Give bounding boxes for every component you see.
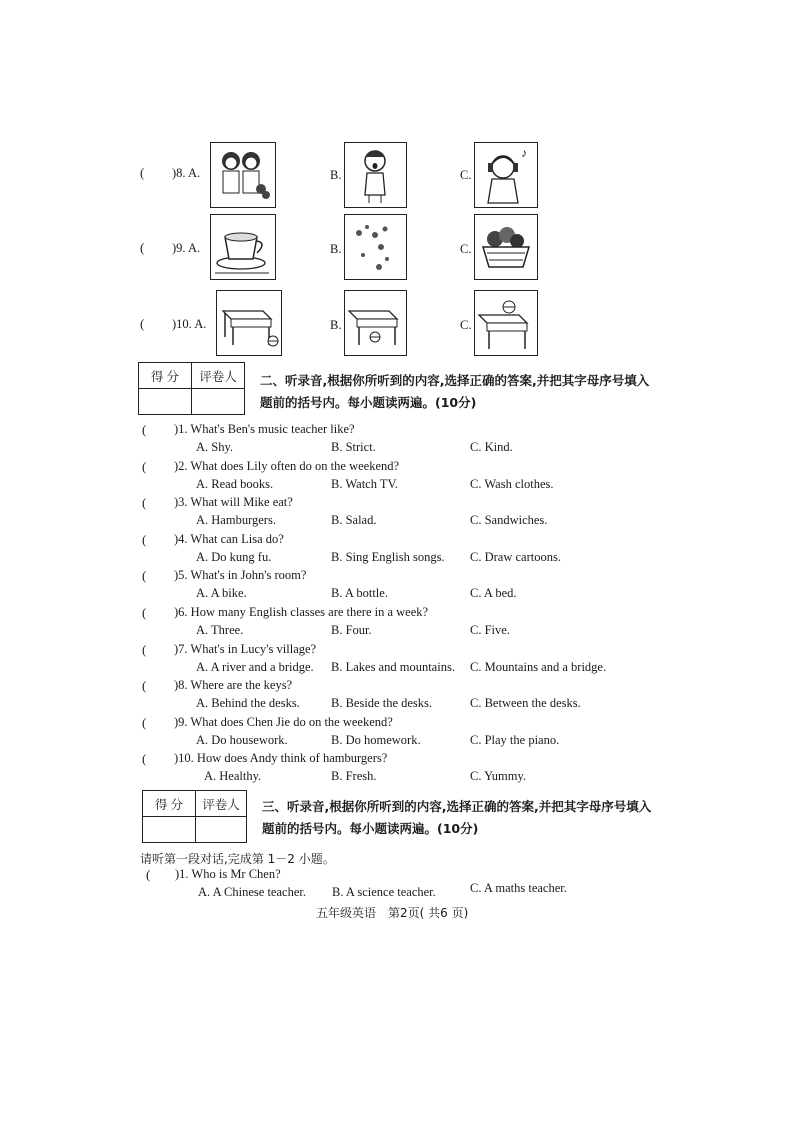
option-c: C. Wash clothes. bbox=[470, 477, 554, 491]
answer-paren[interactable]: ( bbox=[142, 459, 147, 474]
option-b: B. Salad. bbox=[331, 513, 377, 527]
option-b-label: B. bbox=[330, 242, 342, 256]
answer-paren[interactable]: ( bbox=[142, 568, 147, 583]
option-c: C. Yummy. bbox=[470, 769, 527, 783]
option-b: B. Four. bbox=[331, 623, 372, 637]
answer-paren[interactable]: ( bbox=[146, 867, 151, 882]
answer-paren[interactable]: ( bbox=[140, 316, 145, 331]
desk-with-ball-on-image[interactable] bbox=[474, 290, 538, 356]
two-girls-talking-image[interactable] bbox=[210, 142, 276, 208]
option-a: A. A Chinese teacher. bbox=[198, 885, 306, 899]
option-b-label: B. bbox=[330, 318, 342, 332]
option-b: B. Sing English songs. bbox=[331, 550, 445, 564]
scattered-flowers-image[interactable] bbox=[344, 214, 407, 280]
option-c-label: C. bbox=[460, 242, 472, 256]
score-label: 得 分 bbox=[139, 363, 192, 389]
question-text: )2. What does Lily often do on the weekend? bbox=[174, 459, 400, 473]
page-footer: 五年级英语 第2页( 共6 页) bbox=[316, 906, 469, 920]
question-text: )1. Who is Mr Chen? bbox=[175, 867, 281, 881]
option-a: A. Behind the desks. bbox=[196, 696, 300, 710]
score-cell[interactable] bbox=[139, 389, 192, 415]
section3-instruction: 三、听录音,根据你所听到的内容,选择正确的答案,并把其字母序号填入题前的括号内。每小题读两遍。(10分) bbox=[262, 799, 652, 836]
option-c: C. A bed. bbox=[470, 586, 517, 600]
answer-paren[interactable]: ( bbox=[142, 605, 147, 620]
answer-paren[interactable]: ( bbox=[140, 165, 145, 180]
section2-score-table bbox=[138, 362, 245, 415]
question-number: )8. A. bbox=[172, 166, 201, 180]
grader-label: 评卷人 bbox=[196, 791, 247, 817]
option-c: C. Sandwiches. bbox=[470, 513, 548, 527]
question-text: )6. How many English classes are there in a week? bbox=[174, 605, 429, 619]
option-b: B. Do homework. bbox=[331, 733, 421, 747]
question-text: )4. What can Lisa do? bbox=[174, 532, 284, 546]
cup-of-tea-image[interactable] bbox=[210, 214, 276, 280]
answer-paren[interactable]: ( bbox=[142, 422, 147, 437]
option-a: A. Read books. bbox=[196, 477, 274, 491]
answer-paren[interactable]: ( bbox=[142, 751, 147, 766]
option-a: A. A bike. bbox=[196, 586, 247, 600]
option-b: B. Strict. bbox=[331, 440, 376, 454]
section2-instruction: 二、听录音,根据你所听到的内容,选择正确的答案,并把其字母序号填入题前的括号内。每小题读两遍。(10分) bbox=[260, 373, 650, 410]
option-c-label: C. bbox=[460, 168, 472, 182]
option-c-label: C. bbox=[460, 318, 472, 332]
option-b: B. Lakes and mountains. bbox=[331, 660, 455, 674]
option-a: A. Do housework. bbox=[196, 733, 288, 747]
option-c: C. Draw cartoons. bbox=[470, 550, 561, 564]
option-a: A. A river and a bridge. bbox=[196, 660, 314, 674]
option-b: B. Beside the desks. bbox=[331, 696, 433, 710]
girl-with-headphones-image[interactable] bbox=[474, 142, 538, 208]
question-text: )5. What's in John's room? bbox=[174, 568, 307, 582]
option-a: A. Shy. bbox=[196, 440, 234, 454]
option-c: C. Play the piano. bbox=[470, 733, 560, 747]
desk-with-ball-beside-image[interactable] bbox=[216, 290, 282, 356]
answer-paren[interactable]: ( bbox=[142, 532, 147, 547]
option-b-label: B. bbox=[330, 168, 342, 182]
score-label: 得 分 bbox=[143, 791, 196, 817]
question-number: )10. A. bbox=[172, 317, 207, 331]
option-b: B. Fresh. bbox=[331, 769, 377, 783]
question-text: )9. What does Chen Jie do on the weekend? bbox=[174, 715, 393, 729]
option-a: A. Hamburgers. bbox=[196, 513, 276, 527]
option-c: C. Mountains and a bridge. bbox=[470, 660, 607, 674]
question-text: )3. What will Mike eat? bbox=[174, 495, 293, 509]
option-b: B. A bottle. bbox=[331, 586, 388, 600]
option-c: C. Between the desks. bbox=[470, 696, 581, 710]
answer-paren[interactable]: ( bbox=[142, 678, 147, 693]
score-cell[interactable] bbox=[143, 817, 196, 843]
basket-of-vegetables-image[interactable] bbox=[474, 214, 538, 280]
answer-paren[interactable]: ( bbox=[142, 495, 147, 510]
question-text: )1. What's Ben's music teacher like? bbox=[174, 422, 355, 436]
question-text: )7. What's in Lucy's village? bbox=[174, 642, 317, 656]
question-number: )9. A. bbox=[172, 241, 201, 255]
option-c: C. Kind. bbox=[470, 440, 513, 454]
question-text: )10. How does Andy think of hamburgers? bbox=[174, 751, 388, 765]
grader-cell[interactable] bbox=[196, 817, 247, 843]
option-a: A. Healthy. bbox=[204, 769, 262, 783]
grader-label: 评卷人 bbox=[192, 363, 245, 389]
option-b: B. Watch TV. bbox=[331, 477, 399, 491]
girl-singing-image[interactable] bbox=[344, 142, 407, 208]
svg-text:♪: ♪ bbox=[521, 146, 527, 160]
option-a: A. Three. bbox=[196, 623, 244, 637]
option-c: C. Five. bbox=[470, 623, 510, 637]
dialogue-intro: 请听第一段对话,完成第 1－2 小题。 bbox=[140, 852, 335, 866]
option-a: A. Do kung fu. bbox=[196, 550, 272, 564]
section3-score-table bbox=[142, 790, 247, 843]
answer-paren[interactable]: ( bbox=[142, 642, 147, 657]
desk-with-ball-under-image[interactable] bbox=[344, 290, 407, 356]
option-c: C. A maths teacher. bbox=[470, 881, 567, 895]
answer-paren[interactable]: ( bbox=[140, 240, 145, 255]
grader-cell[interactable] bbox=[192, 389, 245, 415]
option-b: B. A science teacher. bbox=[332, 885, 436, 899]
question-text: )8. Where are the keys? bbox=[174, 678, 293, 692]
answer-paren[interactable]: ( bbox=[142, 715, 147, 730]
